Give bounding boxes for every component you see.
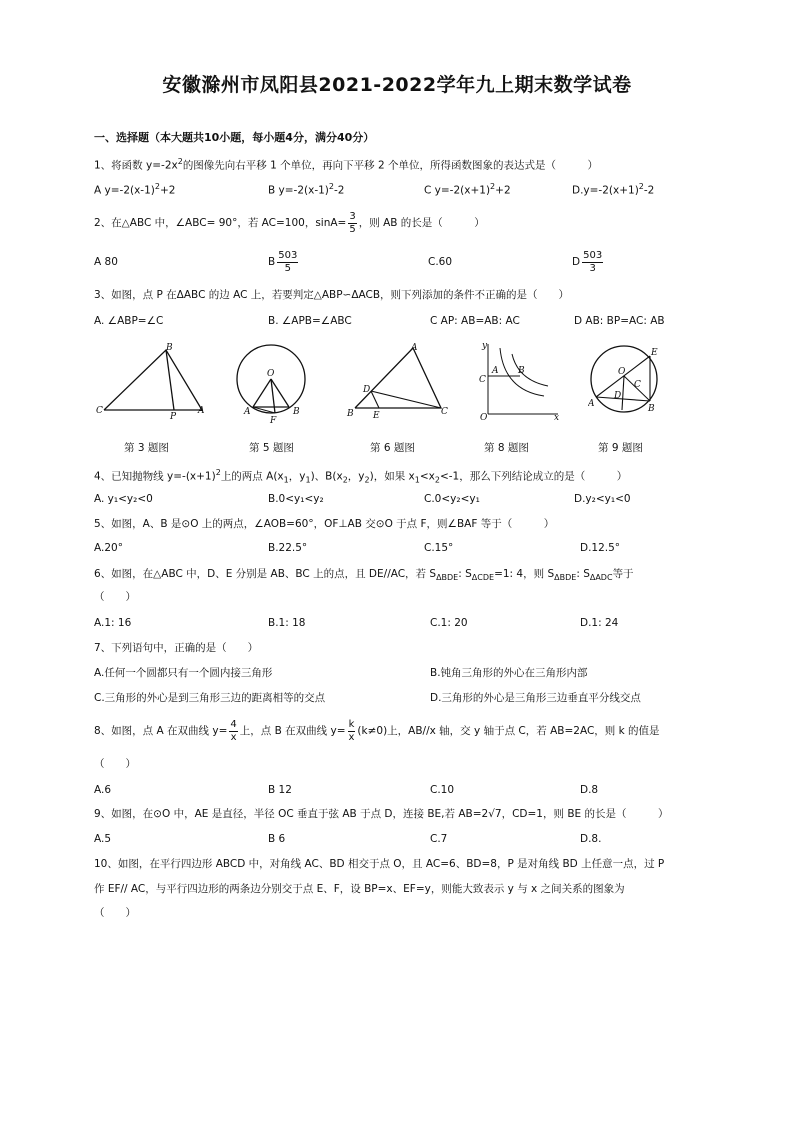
q6-e: 等于 [612,568,634,580]
q8-frac-1 [229,719,237,744]
question-1 [94,155,598,173]
q1-a-text: A y=-2(x-1) [94,184,155,197]
q5-option-d: D.12.5° [580,542,621,554]
q9-root: √7 [488,808,502,820]
q2-fraction [348,211,356,236]
q4-option-c: C.0<y₂<y₁ [424,493,480,505]
f8-label-y: y [482,341,488,351]
q1-stem-a: 1、将函数 y=-2x [94,159,178,172]
q8-c: (k≠0)上，AB//x 轴，交 y 轴于点 C，若 AB=2AC，则 k 的值是 [357,725,660,737]
f9-label-d: D [614,391,622,401]
q4-a: 4、已知抛物线 y=-(x+1) [94,470,216,483]
q6-c: =1: 4，则 S [494,568,555,580]
q4-h: <-1，那么下列结论成立的是（ ） [439,470,628,483]
q1-a-tail: +2 [159,184,176,197]
q6-d: : S [576,568,590,580]
question-4 [94,466,627,488]
f8-label-a: A [492,366,499,376]
q5-option-a: A.20° [94,542,123,554]
caption-fig3: 第 3 题图 [124,442,169,454]
q4-exp: 2 [215,468,221,477]
question-5: 5、如图，A、B 是⊙O 上的两点，∠AOB=60°，OF⊥AB 交⊙O 于点 F，则∠BAF 等于（ ） [94,518,555,530]
q6-sub-2: ΔCDE [471,573,495,583]
q4-sub-4: 2 [364,475,370,485]
q8-option-a: A.6 [94,784,112,796]
caption-fig9: 第 9 题图 [598,442,643,454]
q1-c-text: C y=-2(x+1) [424,184,491,197]
q9-option-b: B 6 [268,833,286,845]
q2-stem-a: 2、在△ABC 中，∠ABC= 90°，若 AC=100，sinA= [94,217,347,229]
q8-paren: （ ） [94,758,136,770]
f5-label-a: A [244,407,251,417]
q7-option-c: C.三角形的外心是到三角形三边的距离相等的交点 [94,692,326,704]
q4-sub-5: 1 [414,475,420,485]
figure-9 [588,338,668,424]
q4-f: )，如果 x [369,470,415,483]
q1-exp: 2 [177,157,183,166]
q1-c-tail: +2 [495,184,511,197]
f3-label-p: P [170,412,177,420]
question-7: 7、下列语句中，正确的是（ ） [94,642,259,654]
f9-label-o: O [618,367,626,377]
question-2 [94,208,485,238]
q4-sub-3: 2 [342,475,348,485]
q4-sub-1: 1 [283,475,289,485]
q2-d-den: 3 [589,262,596,274]
question-10-line1: 10、如图，在平行四边形 ABCD 中，对角线 AC、BD 相交于点 O，且 AC=6、BD=8，P 是对角线 BD 上任意一点，过 P [94,858,665,870]
question-10-line3: （ ） [94,907,136,919]
q7-option-b: B.钝角三角形的外心在三角形内部 [430,667,588,679]
q1-c-exp: 2 [490,182,496,191]
q8-a: 8、如图，点 A 在双曲线 y= [94,725,228,737]
figure-3 [94,340,209,420]
q7-option-d: D.三角形的外心是三角形三边垂直平分线交点 [430,692,641,704]
q8-option-d: D.8 [580,784,599,796]
f5-label-b: B [293,407,300,417]
q3-option-d: D AB: BP=AC: AB [574,315,665,327]
q3-option-c: C AP: AB=AB: AC [430,315,520,327]
q8-option-c: C.10 [430,784,455,796]
q2-option-c: C.60 [428,256,453,268]
q9-option-c: C.7 [430,833,448,845]
q4-d: )、B(x [310,470,343,483]
q8-f1-den: x [230,731,237,743]
f8-label-b: B [518,366,525,376]
q1-a-exp: 2 [154,182,160,191]
q4-sub-6: 2 [434,475,440,485]
f8-label-c: C [479,375,486,385]
q4-option-d: D.y₂<y₁<0 [574,493,631,505]
q2-frac-den: 5 [349,223,356,235]
f8-label-x: x [554,413,560,422]
f6-label-d: D [363,385,371,395]
figure-6 [343,342,453,422]
q2-d-num: 503 [583,249,603,261]
f5-label-o: O [267,369,275,379]
q2-b-den: 5 [284,262,291,274]
f6-label-e: E [373,411,380,421]
f9-label-c: C [634,380,641,390]
f9-label-a: A [588,399,595,409]
caption-fig5: 第 5 题图 [249,442,294,454]
q4-option-b: B.0<y₁<y₂ [268,493,324,505]
q4-c: ，y [288,470,306,483]
q4-b: 上的两点 A(x [220,470,284,483]
q1-option-c [424,180,511,198]
f6-label-a: A [411,343,418,353]
q5-option-c: C.15° [424,542,454,554]
f6-label-c: C [441,407,448,417]
q2-b-label: B [268,256,276,268]
q6-sub-3: ΔBDE [554,573,577,583]
figure-5 [233,338,313,428]
q6-option-c: C.1: 20 [430,617,468,629]
q6-sub-1: ΔBDE [436,573,459,583]
caption-fig6: 第 6 题图 [370,442,415,454]
q6-b: : S [458,568,472,580]
page-title: 安徽滁州市凤阳县2021-2022学年九上期末数学试卷 [162,74,632,96]
q2-option-d [572,247,605,277]
q6-sub-4: ΔADC [589,573,613,583]
q6-a: 6、如图，在△ABC 中，D、E 分别是 AB、BC 上的点，且 DE//AC，若 S [94,568,437,580]
q6-option-d: D.1: 24 [580,617,619,629]
question-9 [94,807,669,821]
f8-label-o: O [480,413,488,422]
question-6 [94,567,634,585]
q6-paren: （ ） [94,591,136,603]
q8-f2-den: x [348,731,355,743]
f5-label-f: F [270,416,277,426]
question-3: 3、如图，点 P 在ΔABC 的边 AC 上，若要判定△ABP∽ΔACB，则下列添加的条件不正确的是（ ） [94,289,570,301]
question-10-line2: 作 EF// AC，与平行四边形的两条边分别交于点 E、F，设 BP=x、EF=y，则能大致表示 y 与 x 之间关系的图象为 [94,883,625,895]
q9-option-a: A.5 [94,833,112,845]
q2-d-label: D [572,256,581,268]
q4-e: ，y [347,470,365,483]
q2-option-b [268,247,300,277]
q3-option-a: A. ∠ABP=∠C [94,315,164,327]
q1-option-d [572,180,654,198]
f9-label-b: B [648,404,655,414]
f9-label-e: E [651,348,658,358]
q2-b-num: 503 [278,249,298,261]
q8-f1-num: 4 [230,718,237,730]
q8-frac-2 [348,719,356,744]
caption-fig8: 第 8 题图 [484,442,529,454]
f6-label-b: B [347,409,354,419]
q1-b-tail: -2 [334,184,345,197]
q9-a: 9、如图，在⊙O 中，AE 是直径，半径 OC 垂直于弦 AB 于点 D，连接 BE,若 AB=2 [94,808,489,820]
q1-d-tail: -2 [643,184,655,197]
q1-b-exp: 2 [328,182,334,191]
q7-option-a: A.任何一个圆都只有一个圆内接三角形 [94,667,273,679]
question-8 [94,716,660,746]
q3-option-b: B. ∠APB=∠ABC [268,315,352,327]
q6-option-b: B.1: 18 [268,617,306,629]
q6-option-a: A.1: 16 [94,617,132,629]
section-heading: 一、选择题（本大题共10小题，每小题4分，满分40分） [94,131,375,144]
q5-option-b: B.22.5° [268,542,308,554]
figure-8 [474,340,564,422]
q4-option-a: A. y₁<y₂<0 [94,493,153,505]
f3-label-a: A [198,406,205,416]
q2-d-fraction [582,250,603,275]
q2-stem-b: ，则 AB 的长是（ ） [358,217,485,229]
q2-b-fraction [277,250,298,275]
q8-f2-num: k [348,718,355,730]
q1-option-b [268,180,344,198]
q1-option-a [94,180,175,198]
q4-sub-2: 1 [305,475,311,485]
q9-b: ，CD=1，则 BE 的长是（ ） [501,808,669,820]
q2-frac-num: 3 [349,210,356,222]
q2-option-a: A 80 [94,256,118,268]
f3-label-c: C [96,406,103,416]
q9-option-d: D.8. [580,833,602,845]
q1-b-text: B y=-2(x-1) [268,184,329,197]
q1-d-text: D.y=-2(x+1) [572,184,639,197]
q4-g: <x [419,470,435,483]
f3-label-b: B [166,343,173,353]
q8-b: 上，点 B 在双曲线 y= [239,725,346,737]
q8-option-b: B 12 [268,784,292,796]
q1-d-exp: 2 [638,182,644,191]
q1-stem-b: 的图像先向右平移 1 个单位，再向下平移 2 个单位，所得函数图象的表达式是（ ） [182,159,599,172]
